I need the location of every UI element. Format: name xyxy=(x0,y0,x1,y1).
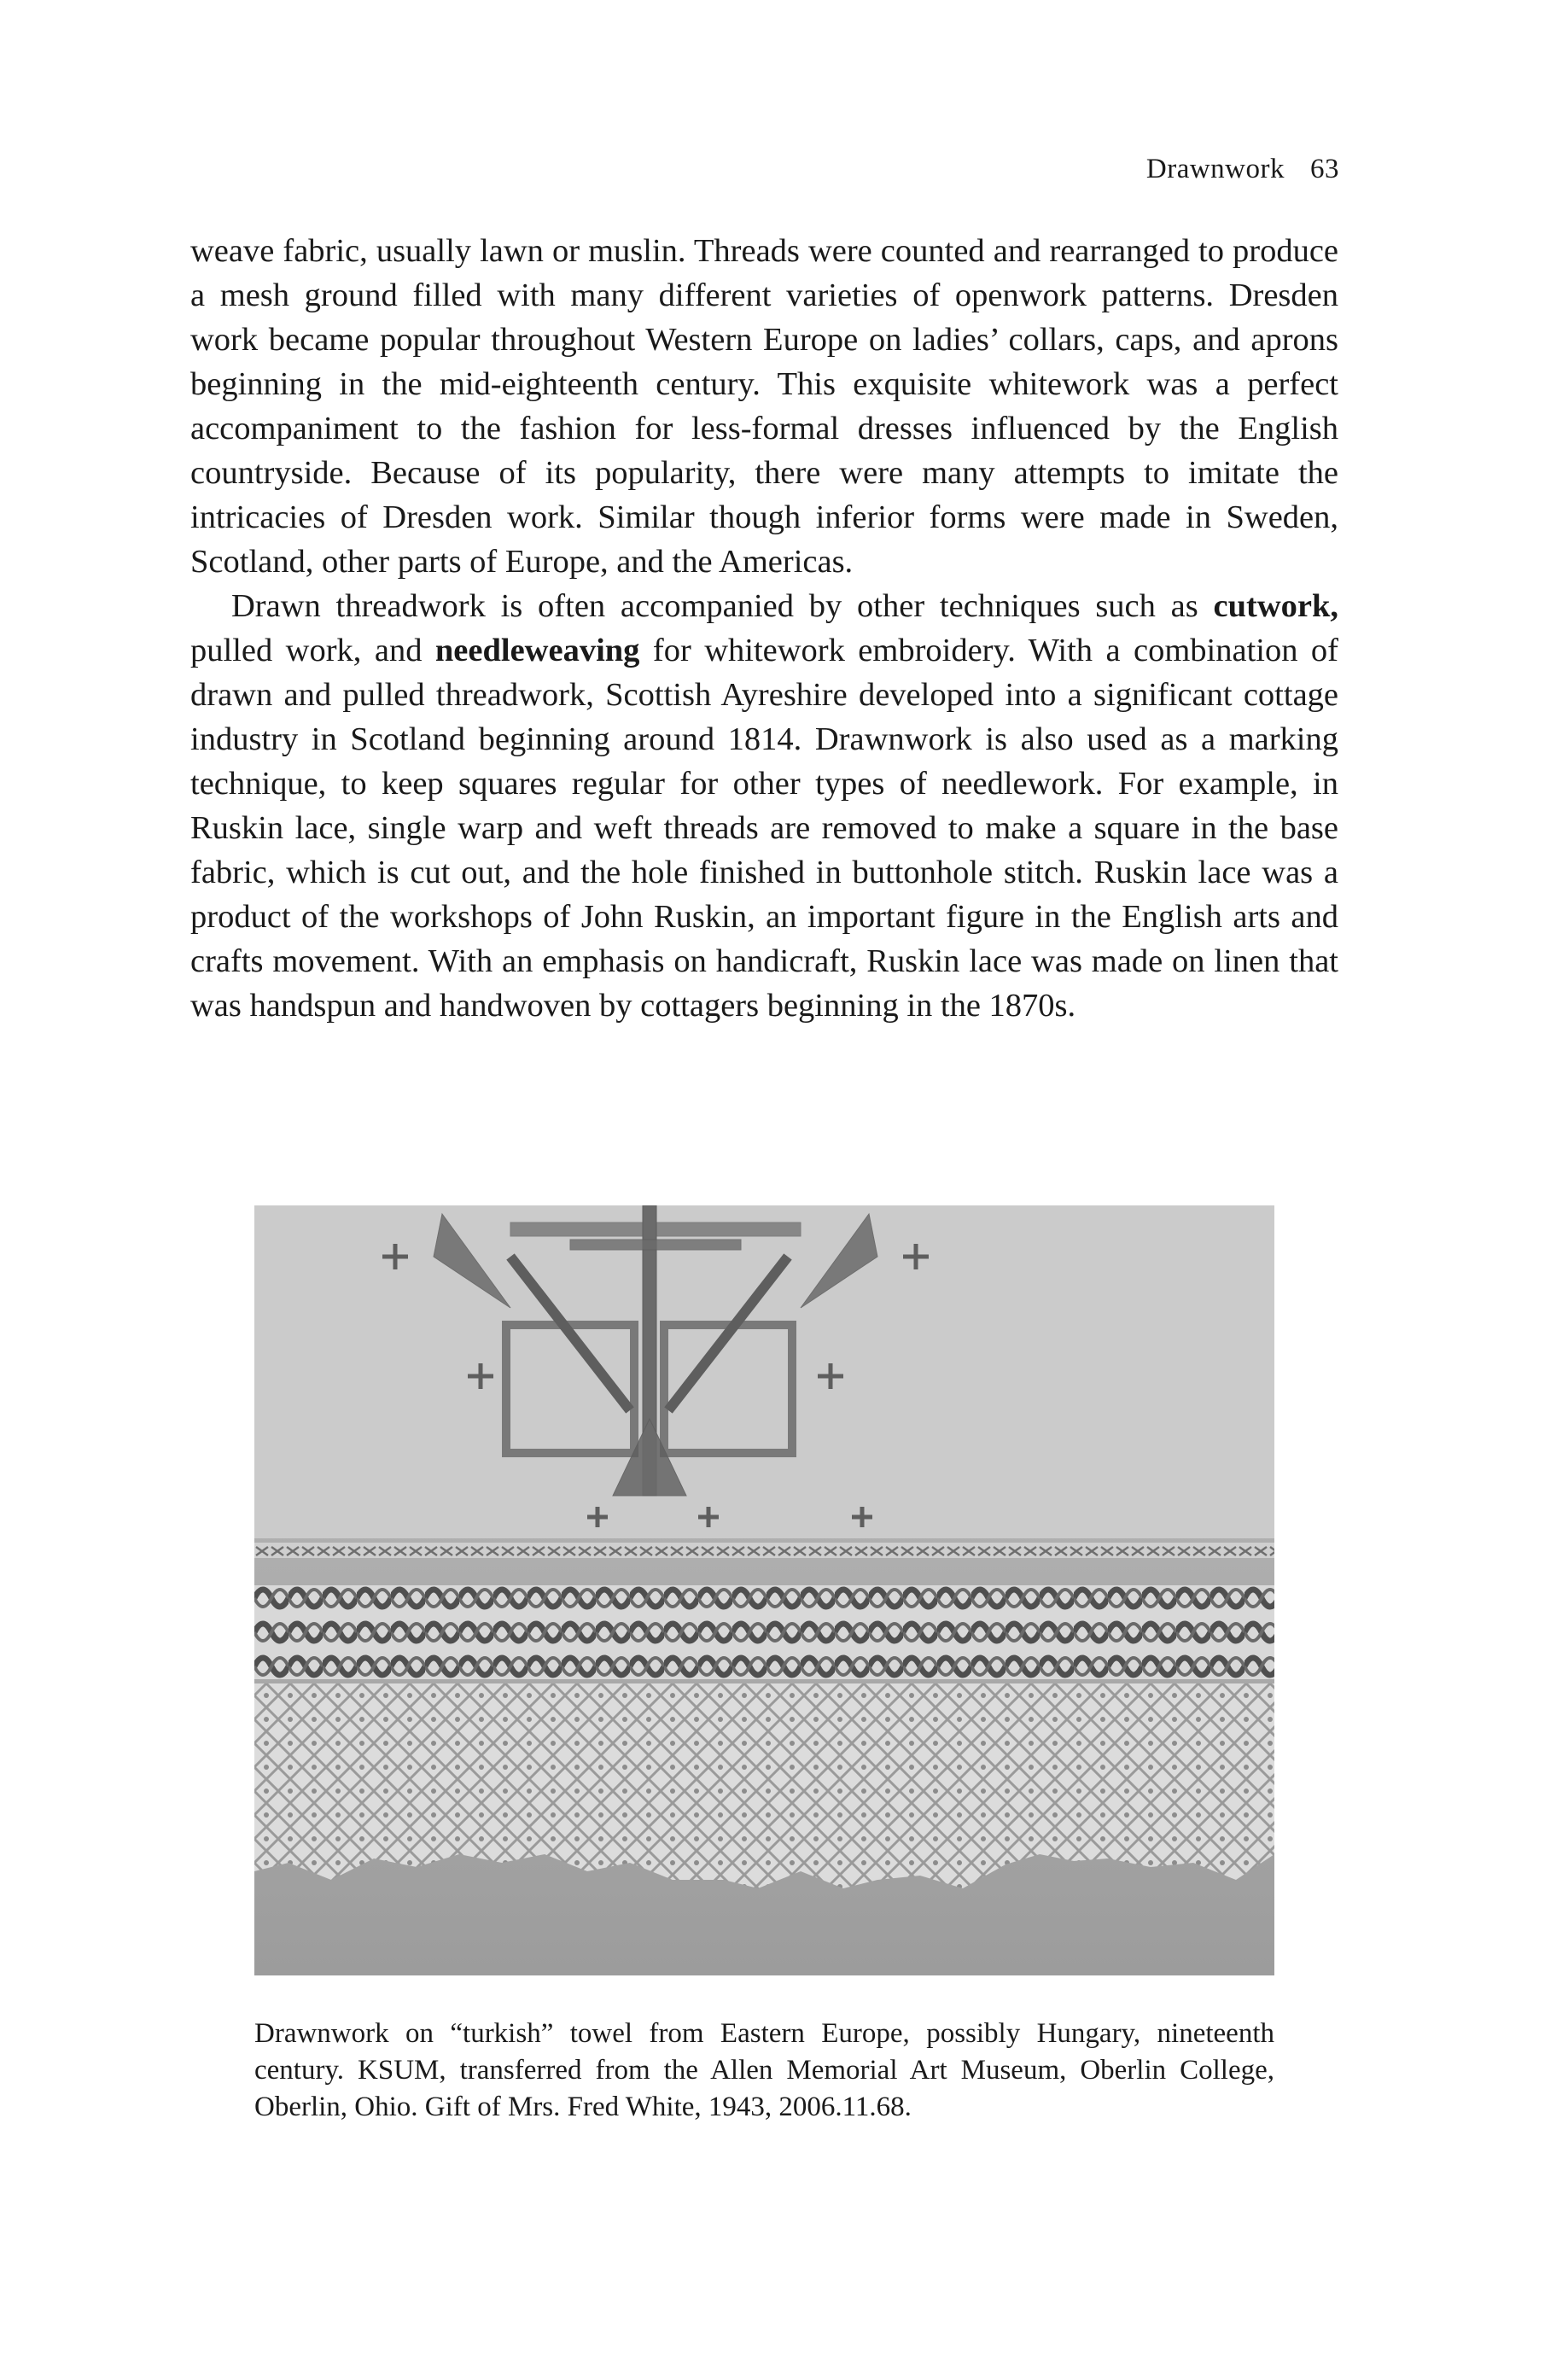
figure-caption: Drawnwork on “turkish” towel from Eastern Europe, possibly Hungary, nineteenth century. KSUM, transferred from the Allen Memorial Art Museum, Oberlin College, Oberlin, Ohio. Gift of Mrs. Fred White, 1943, 2006.11.68. xyxy=(254,2018,1274,2122)
drawn-thread-band xyxy=(254,1543,1274,1558)
running-head-section: Drawnwork xyxy=(1145,154,1285,184)
paragraph-2 xyxy=(190,584,1338,1028)
glossary-term-cutwork: cutwork, xyxy=(1213,588,1338,624)
paragraph-2-text-c: for whitework embroidery. With a combination of drawn and pulled threadwork, Scottish Ayreshire developed into a significant cottage industry in Scotland beginning around 1814. Drawnwork is also used as a marking technique, to keep squares regular for other types of needlework. For example, in Ruskin lace, single warp and weft threads are removed to make a square in the base fabric, which is cut out, and the hole finished in buttonhole stitch. Ruskin lace was a product of the workshops of John Ruskin, an important figure in the English arts and crafts movement. With an emphasis on handicraft, Ruskin lace was made on linen that was handspun and handwoven by cottagers beginning in the 1870s. xyxy=(190,633,1338,1024)
lace-edging xyxy=(254,1683,1274,1888)
glossary-term-needleweaving: needleweaving xyxy=(434,633,640,668)
paragraph-2-text-b: pulled work, and xyxy=(190,633,435,668)
running-head xyxy=(1146,154,1339,185)
paragraph-2-text-a: Drawn threadwork is often accompanied by other techniques such as xyxy=(231,588,1214,624)
towel-illustration xyxy=(254,1205,1274,1975)
needleweaving-band xyxy=(254,1585,1274,1679)
paragraph-1: weave fabric, usually lawn or muslin. Threads were counted and rearranged to produce a mesh ground filled with many different varieties of openwork patterns. Dresden work became popular throughout Western Europe on ladies’ collars, caps, and aprons beginning in the mid-eighteenth century. This exquisite whitework was a perfect accompaniment to the fashion for less-formal dresses influenced by the English countryside. Because of its popularity, there were many attempts to imitate the intricacies of Dresden work. Similar though inferior forms were made in Sweden, Scotland, other parts of Europe, and the Americas. xyxy=(190,233,1338,580)
body-text xyxy=(190,229,1338,1028)
page-number: 63 xyxy=(1310,154,1339,184)
towel-photograph xyxy=(254,1205,1274,1975)
